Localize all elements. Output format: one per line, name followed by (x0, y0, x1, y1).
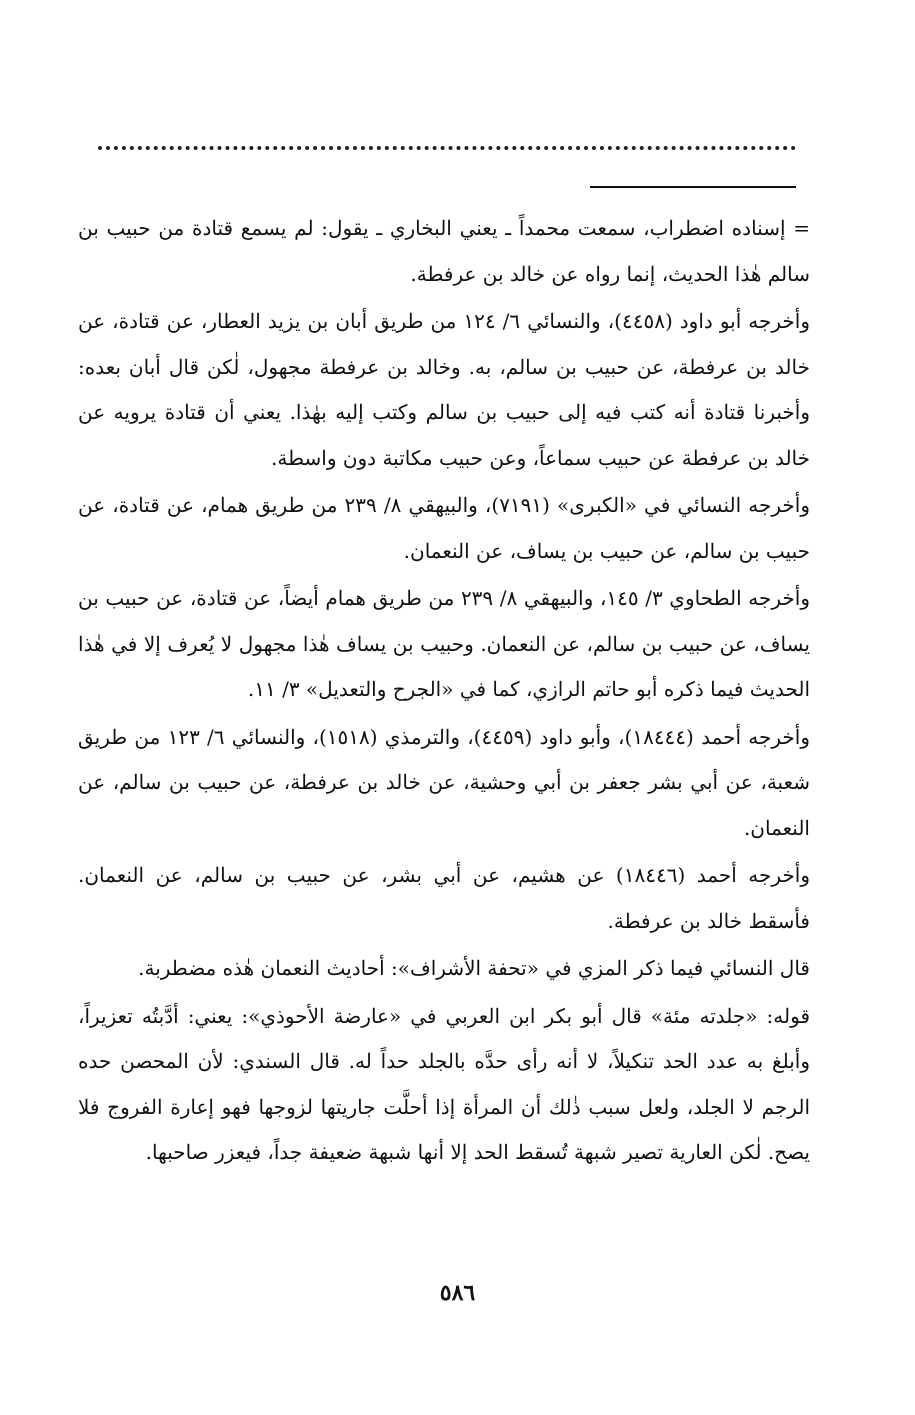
footnote-body (78, 206, 810, 1176)
page-number: ٥٨٦ (439, 1280, 476, 1306)
dotted-divider (98, 146, 796, 150)
paragraph-8: قوله: «جلدته مئة» قال أبو بكر ابن العربي في «عارضة الأحوذي»: يعني: أدَّبتُه تعزيراً، وأبلغ به عدد الحد تنكيلاً، لا أنه رأى حدَّه بالجلد حداً له. قال السندي: لأن المحصن حده الرجم لا الجلد، ولعل سبب ذٰلك أن المرأة إذا أحلَّت جاريتها لزوجها فهو إعارة الفروج فلا يصح. لٰكن العارية تصير شبهة تُسقط الحد إلا أنها شبهة ضعيفة جداً، فيعزر صاحبها. (78, 1003, 810, 1164)
paragraph-4: وأخرجه الطحاوي ٣/ ١٤٥، والبيهقي ٨/ ٢٣٩ من طريق همام أيضاً، عن قتادة، عن حبيب بن يساف، عن حبيب بن سالم، عن النعمان. وحبيب بن يساف هٰذا مجهول لا يُعرف إلا في هٰذا الحديث فيما ذكره أبو حاتم الرازي، كما في «الجرح والتعديل» ٣/ ١١. (78, 586, 810, 701)
paragraph-7: قال النسائي فيما ذكر المزي في «تحفة الأشراف»: أحاديث النعمان هٰذه مضطربة. (138, 956, 810, 980)
footnote-rule (590, 186, 796, 188)
paragraph-6: وأخرجه أحمد (١٨٤٤٦) عن هشيم، عن أبي بشر، عن حبيب بن سالم، عن النعمان. فأسقط خالد بن عرفطة. (78, 863, 811, 933)
paragraph-1: = إسناده اضطراب، سمعت محمداً ـ يعني البخاري ـ يقول: لم يسمع قتادة من حبيب بن سالم هٰذا الحديث، إنما رواه عن خالد بن عرفطة. (78, 216, 810, 286)
paragraph-2: وأخرجه أبو داود (٤٤٥٨)، والنسائي ٦/ ١٢٤ من طريق أبان بن يزيد العطار، عن قتادة، عن خالد بن عرفطة، عن حبيب بن سالم، به. وخالد بن عرفطة مجهول، لٰكن قال أبان بعده: وأخبرنا قتادة أنه كتب فيه إلى حبيب بن سالم وكتب إليه بهٰذا. يعني أن قتادة يرويه عن خالد بن عرفطة عن حبيب سماعاً، وعن حبيب مكاتبة دون واسطة. (78, 309, 810, 470)
paragraph-5: وأخرجه أحمد (١٨٤٤٤)، وأبو داود (٤٤٥٩)، والترمذي (١٥١٨)، والنسائي ٦/ ١٢٣ من طريق شعبة، عن أبي بشر جعفر بن أبي وحشية، عن خالد بن عرفطة، عن حبيب بن سالم، عن النعمان. (78, 724, 810, 840)
paragraph-3: وأخرجه النسائي في «الكبرى» (٧١٩١)، والبيهقي ٨/ ٢٣٩ من طريق همام، عن قتادة، عن حبيب بن سالم، عن حبيب بن يساف، عن النعمان. (78, 493, 810, 563)
